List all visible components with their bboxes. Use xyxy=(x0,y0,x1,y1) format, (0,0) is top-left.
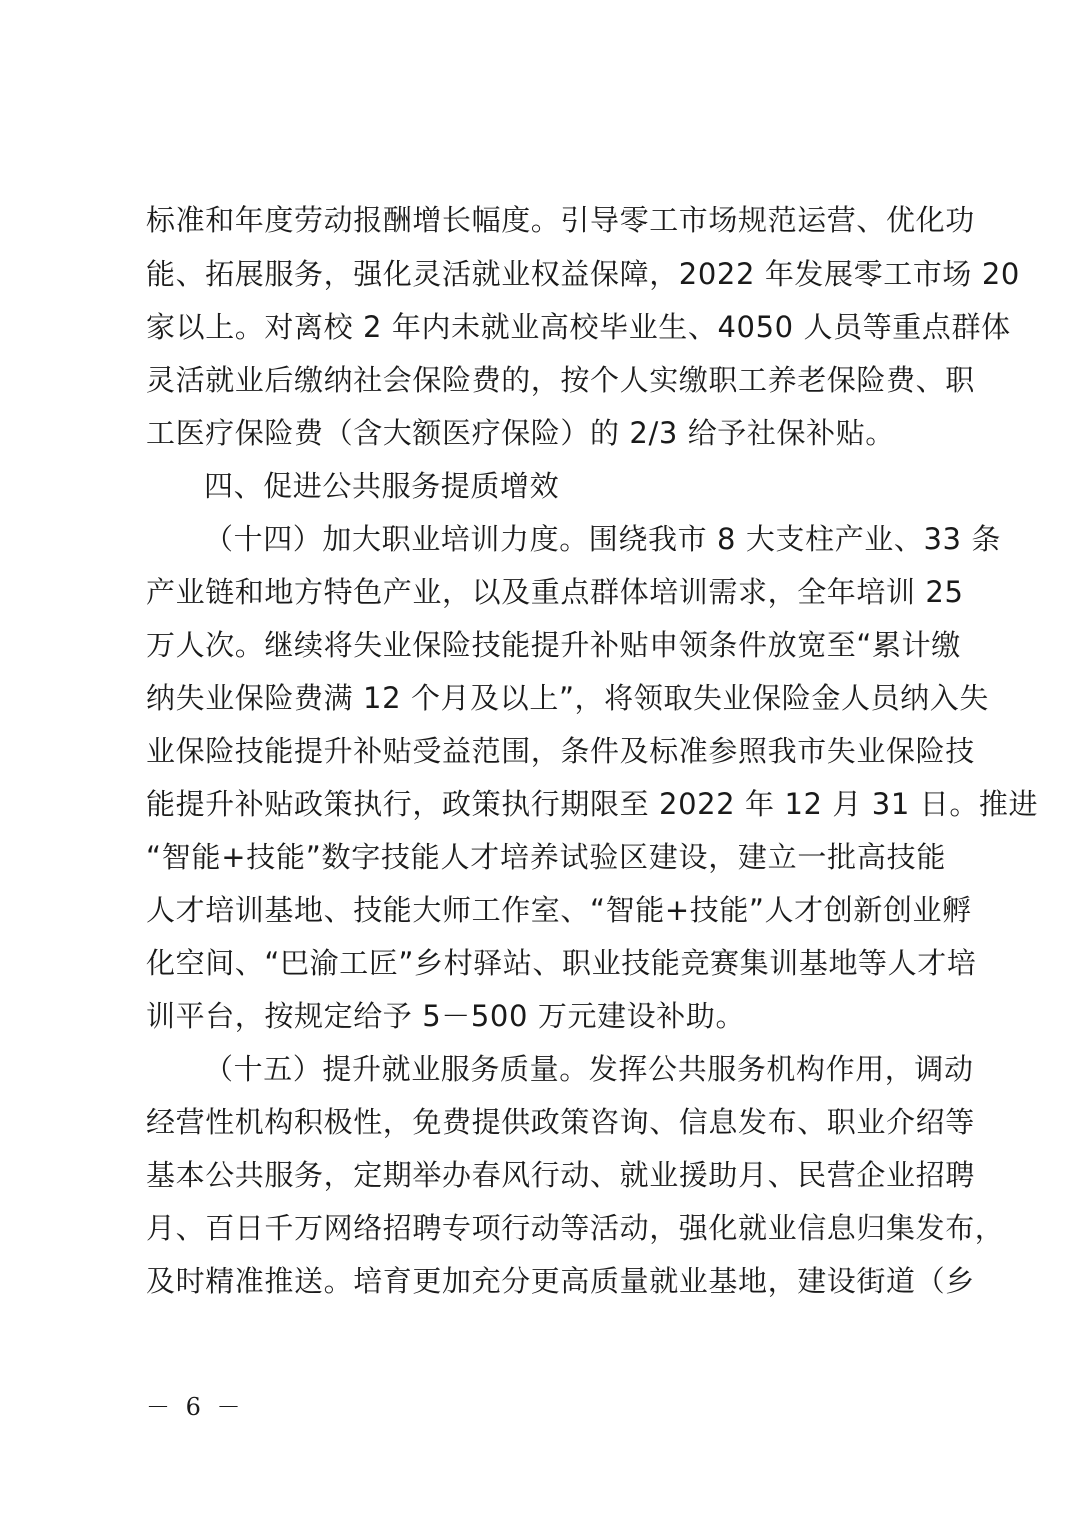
body-line-7: （十四）加大职业培训力度。围绕我市 8 大支柱产业、33 条 xyxy=(204,522,1002,556)
body-line-16: 训平台，按规定给予 5－500 万元建设补助。 xyxy=(146,999,746,1033)
body-line-12: 能提升补贴政策执行，政策执行期限至 2022 年 12 月 31 日。推进 xyxy=(146,787,1039,821)
body-line-4: 灵活就业后缴纳社会保险费的，按个人实缴职工养老保险费、职 xyxy=(146,363,975,397)
body-line-2: 能、拓展服务，强化灵活就业权益保障，2022 年发展零工市场 20 xyxy=(146,257,1020,291)
body-line-17: （十五）提升就业服务质量。发挥公共服务机构作用，调动 xyxy=(204,1052,974,1086)
body-line-18: 经营性机构积极性，免费提供政策咨询、信息发布、职业介绍等 xyxy=(146,1105,975,1139)
body-line-21: 及时精准推送。培育更加充分更高质量就业基地，建设街道（乡 xyxy=(146,1264,975,1298)
body-line-20: 月、百日千万网络招聘专项行动等活动，强化就业信息归集发布， xyxy=(146,1211,1005,1245)
body-line-14: 人才培训基地、技能大师工作室、“智能+技能”人才创新创业孵 xyxy=(146,893,972,927)
body-line-8: 产业链和地方特色产业，以及重点群体培训需求，全年培训 25 xyxy=(146,575,964,609)
body-line-5: 工医疗保险费（含大额医疗保险）的 2/3 给予社保补贴。 xyxy=(146,416,895,450)
body-line-9: 万人次。继续将失业保险技能提升补贴申领条件放宽至“累计缴 xyxy=(146,628,961,662)
body-line-10: 纳失业保险费满 12 个月及以上”，将领取失业保险金人员纳入失 xyxy=(146,681,989,715)
body-line-3: 家以上。对离校 2 年内未就业高校毕业生、4050 人员等重点群体 xyxy=(146,310,1011,344)
body-line-11: 业保险技能提升补贴受益范围，条件及标准参照我市失业保险技 xyxy=(146,734,975,768)
body-line-15: 化空间、“巴渝工匠”乡村驿站、职业技能竞赛集训基地等人才培 xyxy=(146,946,977,980)
body-line-19: 基本公共服务，定期举办春风行动、就业援助月、民营企业招聘 xyxy=(146,1158,975,1192)
body-line-1: 标准和年度劳动报酬增长幅度。引导零工市场规范运营、优化功 xyxy=(146,203,975,237)
page-number: － 6 － xyxy=(146,1393,245,1421)
body-line-13: “智能+技能”数字技能人才培养试验区建设，建立一批高技能 xyxy=(146,840,946,874)
section-heading: 四、促进公共服务提质增效 xyxy=(204,469,560,503)
